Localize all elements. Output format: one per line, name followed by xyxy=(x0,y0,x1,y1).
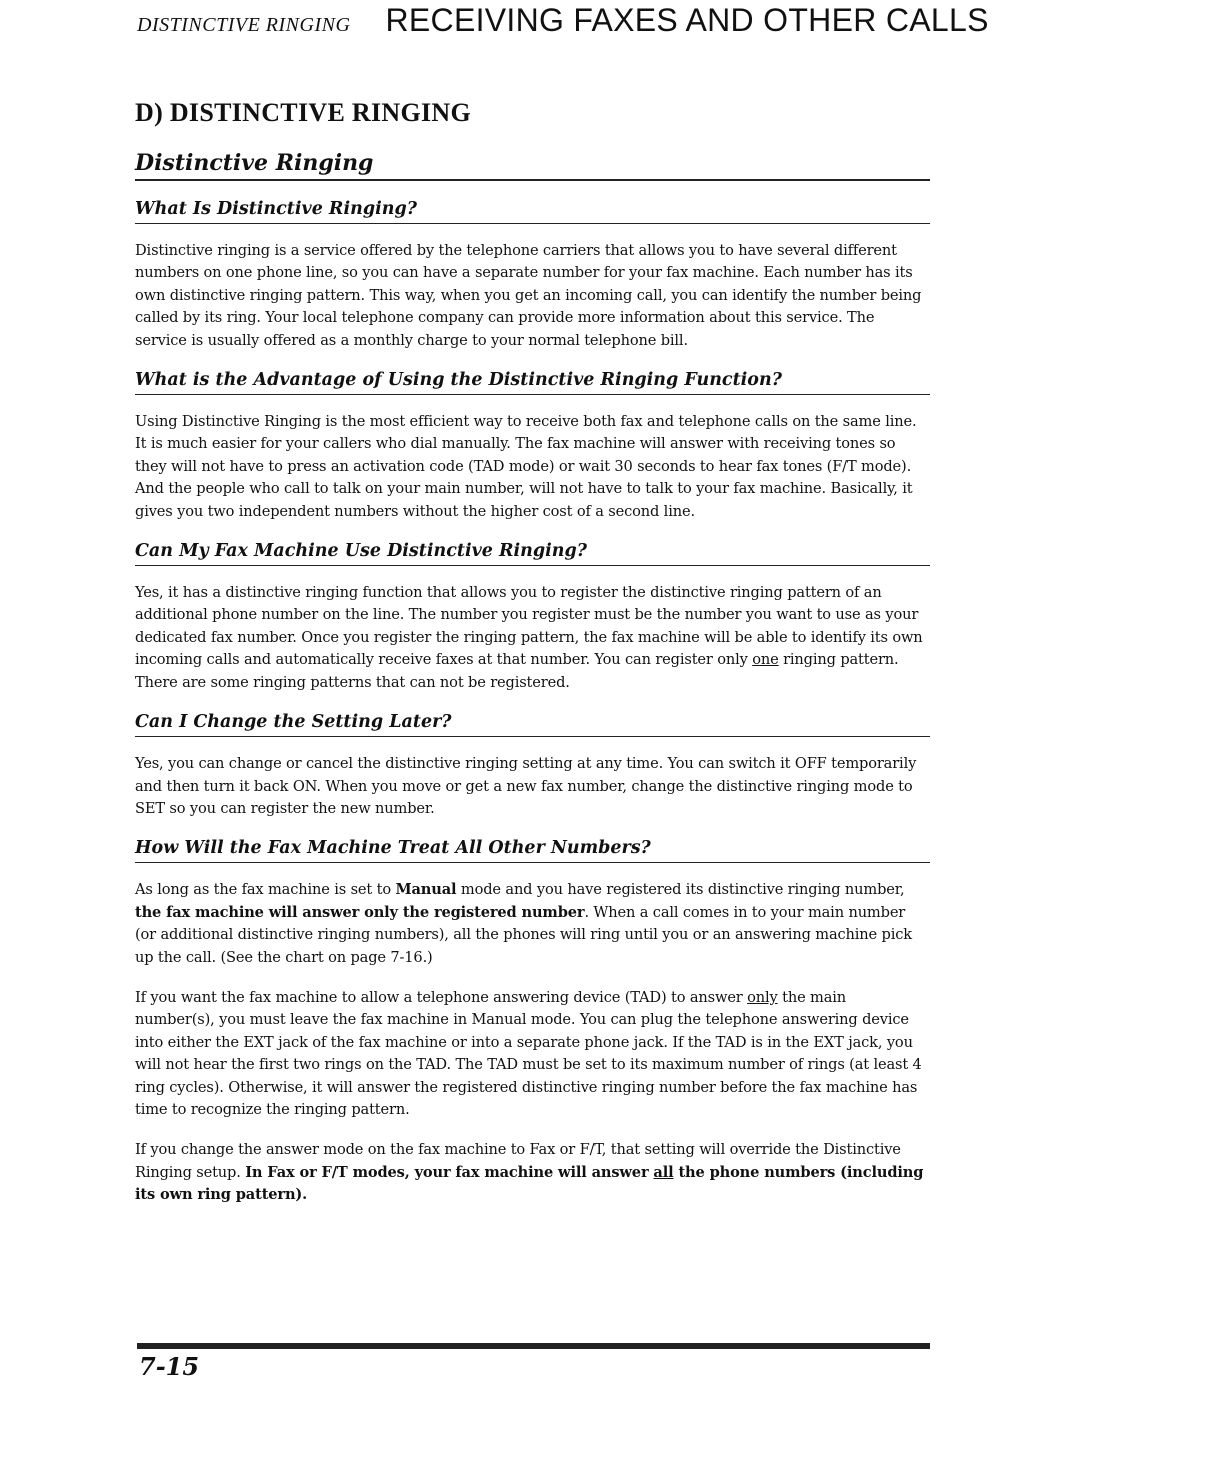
question-heading-advantage: What is the Advantage of Using the Distinctive Ringing Function? xyxy=(135,370,930,395)
answer-advantage: Using Distinctive Ringing is the most efficient way to receive both fax and telephone calls on the same line. It is much easier for your callers who dial manually. The fax machine will answer with receiving tones so they will not have to press an activation code (TAD mode) or wait 30 seconds to hear fax tones (F/T mode). And the people who call to talk on your main number, will not have to talk to your fax machine. Basically, it gives you two independent numbers without the higher cost of a second line. xyxy=(135,413,917,520)
answer-can-use-underlined: one xyxy=(752,651,779,669)
chapter-title: D) DISTINCTIVE RINGING xyxy=(135,98,471,127)
question-heading-can-use: Can My Fax Machine Use Distinctive Ringing? xyxy=(135,541,930,566)
p1-text-b: mode and you have registered its distinctive ringing number, xyxy=(456,881,905,899)
p2-text-b: the main number(s), you must leave the fax machine in Manual mode. You can plug the telephone answering device into either the EXT jack of the fax machine or into a separate phone jack. If the TAD is in the EXT jack, you will not hear the first two rings on the TAD. The TAD must be set to its maximum number of rings (at least 4 ring cycles). Otherwise, it will answer the registered distinctive ringing number before the fax machine has time to recognize the ringing pattern. xyxy=(135,988,922,1118)
page-number: 7-15 xyxy=(139,1352,200,1381)
answer-other-numbers-p1 xyxy=(135,879,930,969)
question-heading-other-numbers: How Will the Fax Machine Treat All Other Numbers? xyxy=(135,838,930,863)
p1-bold-registered: the fax machine will answer only the registered number xyxy=(135,903,585,921)
question-heading-what-is: What Is Distinctive Ringing? xyxy=(135,199,930,224)
answer-other-numbers-p2 xyxy=(135,987,930,1121)
running-header-section: DISTINCTIVE RINGING xyxy=(137,14,351,36)
answer-can-use-text-b: ringing pattern. There are some ringing patterns that can not be registered. xyxy=(135,651,899,691)
question-heading-change-later: Can I Change the Setting Later? xyxy=(135,712,930,737)
p2-text-a: If you want the fax machine to allow a telephone answering device (TAD) to answer xyxy=(135,988,748,1006)
running-header-chapter: RECEIVING FAXES AND OTHER CALLS xyxy=(385,2,989,38)
answer-can-use xyxy=(135,582,930,694)
p3-bold xyxy=(135,1164,923,1203)
page-content xyxy=(135,98,930,1207)
answer-can-use-text-a: Yes, it has a distinctive ringing function that allows you to register the distinctive ringing pattern of an additional phone number on the line. The number you register must be the number you want to use as your dedicated fax number. Once you register the ringing pattern, the fax machine will be able to identify its own incoming calls and automatically receive faxes at that number. You can register only xyxy=(135,584,923,669)
p3-bold-underlined-all: all xyxy=(653,1163,674,1181)
answer-what-is: Distinctive ringing is a service offered by the telephone carriers that allows you to have several different numbers on one phone line, so you can have a separate number for your fax machine. Each number has its own distinctive ringing pattern. This way, when you get an incoming call, you can identify the number being called by its ring. Your local telephone company can provide more information about this service. The service is usually offered as a monthly charge to your normal telephone bill. xyxy=(135,242,922,349)
p3-bold-text-a: In Fax or F/T modes, your fax machine will answer xyxy=(245,1163,654,1181)
p3-text-a: If you change the answer mode on the fax machine to Fax or F/T, that setting will override the Distinctive Ringing setup. xyxy=(135,1141,901,1181)
p1-text-a: As long as the fax machine is set to xyxy=(135,881,396,899)
running-header xyxy=(137,2,987,39)
p1-text-c: . When a call comes in to your main number (or additional distinctive ringing numbers), all the phones will ring until you or an answering machine pick up the call. (See the chart on page 7-16.) xyxy=(135,903,912,966)
p3-bold-text-b: the phone numbers (including its own ring pattern). xyxy=(135,1163,924,1204)
p2-underlined-only: only xyxy=(747,988,778,1006)
footer-rule xyxy=(137,1343,930,1349)
answer-other-numbers-p3 xyxy=(135,1139,930,1206)
answer-change-later: Yes, you can change or cancel the distinctive ringing setting at any time. You can switch it OFF temporarily and then turn it back ON. When you move or get a new fax number, change the distinctive ringing mode to SET so you can register the new number. xyxy=(135,755,917,817)
p1-bold-manual: Manual xyxy=(395,881,457,899)
section-title: Distinctive Ringing xyxy=(135,150,930,181)
